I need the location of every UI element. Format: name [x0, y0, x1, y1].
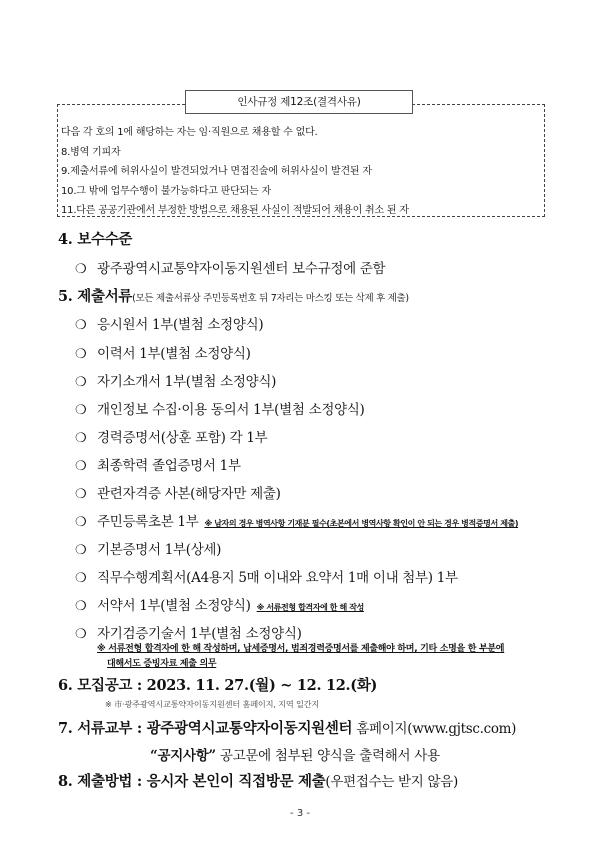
item-text: 경력증명서(상훈 포함) 각 1부	[97, 430, 268, 446]
submission-note-line: 대해서도 증빙자료 제출 의무	[107, 659, 217, 669]
homepage-link[interactable]: 홈페이지(www.gjtsc.com)	[352, 721, 517, 737]
document-item	[75, 313, 263, 333]
section-8-heading	[58, 770, 458, 791]
bullet-icon: ❍	[75, 515, 87, 530]
item-text: 직무수행계획서(A4용지 5매 이내와 요약서 1매 이내 첨부) 1부	[97, 570, 458, 586]
bullet-icon: ❍	[75, 403, 87, 418]
item-text: 최종학력 졸업증명서 1부	[97, 458, 241, 474]
bullet-icon: ❍	[75, 543, 87, 558]
document-item	[75, 594, 364, 614]
regulation-line: 10.그 밖에 업무수행이 불가능하다고 판단되는 자	[61, 185, 271, 197]
document-item	[75, 454, 241, 474]
bullet-icon: ❍	[75, 487, 87, 502]
section-8-title: 8. 제출방법 : 응시자 본인이 직접방문 제출	[58, 773, 326, 790]
section-6-remark: ※ 市·광주광역시교통약자이동지원센터 홈페이지, 지역 일간지	[105, 699, 320, 709]
page-number: - 3 -	[290, 808, 310, 819]
document-item	[75, 342, 251, 362]
submission-note	[97, 642, 547, 672]
section-7-line2-text: 공고문에 첨부된 양식을 출력해서 사용	[215, 748, 440, 764]
bullet-icon: ❍	[75, 431, 87, 446]
section-7-title: 7. 서류교부 : 광주광역시교통약자이동지원센터	[58, 720, 353, 737]
submission-note-line: ※ 서류전형 합격자에 한 해 작성하며, 납세증명서, 범죄경력증명서를 제출해야 하며, 기타 소명을 한 부분에	[97, 644, 505, 654]
section-7-line2	[150, 744, 440, 764]
document-item	[75, 566, 458, 586]
regulation-line: 8.병역 기피자	[61, 146, 121, 158]
document-item	[75, 398, 365, 418]
section-4-heading: 4. 보수수준	[58, 231, 133, 248]
item-text: 이력서 1부(별첨 소정양식)	[97, 346, 251, 362]
bullet-icon: ❍	[75, 599, 87, 614]
notice-board-label: “공지사항”	[150, 748, 216, 764]
item-text: 광주광역시교통약자이동지원센터 보수규정에 준함	[97, 261, 386, 277]
section-7-heading	[58, 717, 516, 738]
pledge-note: ※ 서류전형 합격자에 한 해 작성	[256, 603, 364, 612]
item-text: 서약서 1부(별첨 소정양식)	[97, 598, 251, 614]
item-text: 관련자격증 사본(해당자만 제출)	[97, 486, 281, 502]
section-5-heading	[58, 285, 409, 306]
item-text: 자기검증기술서 1부(별첨 소정양식)	[97, 626, 302, 642]
section-6-heading: 6. 모집공고 : 2023. 11. 27.(월) ~ 12. 12.(화)	[58, 677, 378, 694]
section-8-note: (우편접수는 받지 않음)	[325, 774, 458, 790]
item-text: 자기소개서 1부(별첨 소정양식)	[97, 374, 277, 390]
bullet-icon: ❍	[75, 347, 87, 362]
regulation-line: 11.다른 공공기관에서 부정한 방법으로 채용된 사실이 적발되어 채용이 취소 된 자	[61, 205, 409, 216]
regulation-title: 인사규정 제12조(결격사유)	[185, 90, 413, 114]
regulation-line: 다음 각 호의 1에 해당하는 자는 임·직원으로 채용할 수 없다.	[61, 127, 318, 138]
item-text: 개인정보 수집·이용 동의서 1부(별첨 소정양식)	[97, 402, 365, 418]
regulation-lines	[61, 123, 541, 221]
section-5-note: (모든 제출서류상 주민등록번호 뒤 7자리는 마스킹 또는 삭제 후 제출)	[132, 293, 409, 304]
document-item	[75, 510, 518, 530]
item-text: 주민등록초본 1부	[97, 514, 199, 530]
item-text: 기본증명서 1부(상세)	[97, 542, 222, 558]
regulation-line: 9.제출서류에 허위사실이 발견되었거나 면접진술에 허위사실이 발견된 자	[61, 166, 372, 177]
document-item	[75, 426, 267, 446]
bullet-icon: ❍	[75, 318, 87, 333]
bullet-icon: ❍	[75, 627, 87, 642]
document-item	[75, 538, 221, 558]
section-5-title: 5. 제출서류	[58, 288, 133, 305]
bullet-icon: ❍	[75, 571, 87, 586]
bullet-icon: ❍	[75, 459, 87, 474]
document-item	[75, 622, 302, 642]
bullet-icon: ❍	[75, 375, 87, 390]
item-text: 응시원서 1부(별첨 소정양식)	[97, 317, 264, 333]
resident-note: ※ 남자의 경우 병역사항 기재분 필수(초본에서 병역사항 확인이 안 되는 경우 병적증명서 제출)	[204, 519, 519, 528]
document-item	[75, 370, 276, 390]
bullet-icon: ❍	[75, 262, 87, 277]
section-4-item	[75, 257, 385, 277]
document-item	[75, 482, 281, 502]
